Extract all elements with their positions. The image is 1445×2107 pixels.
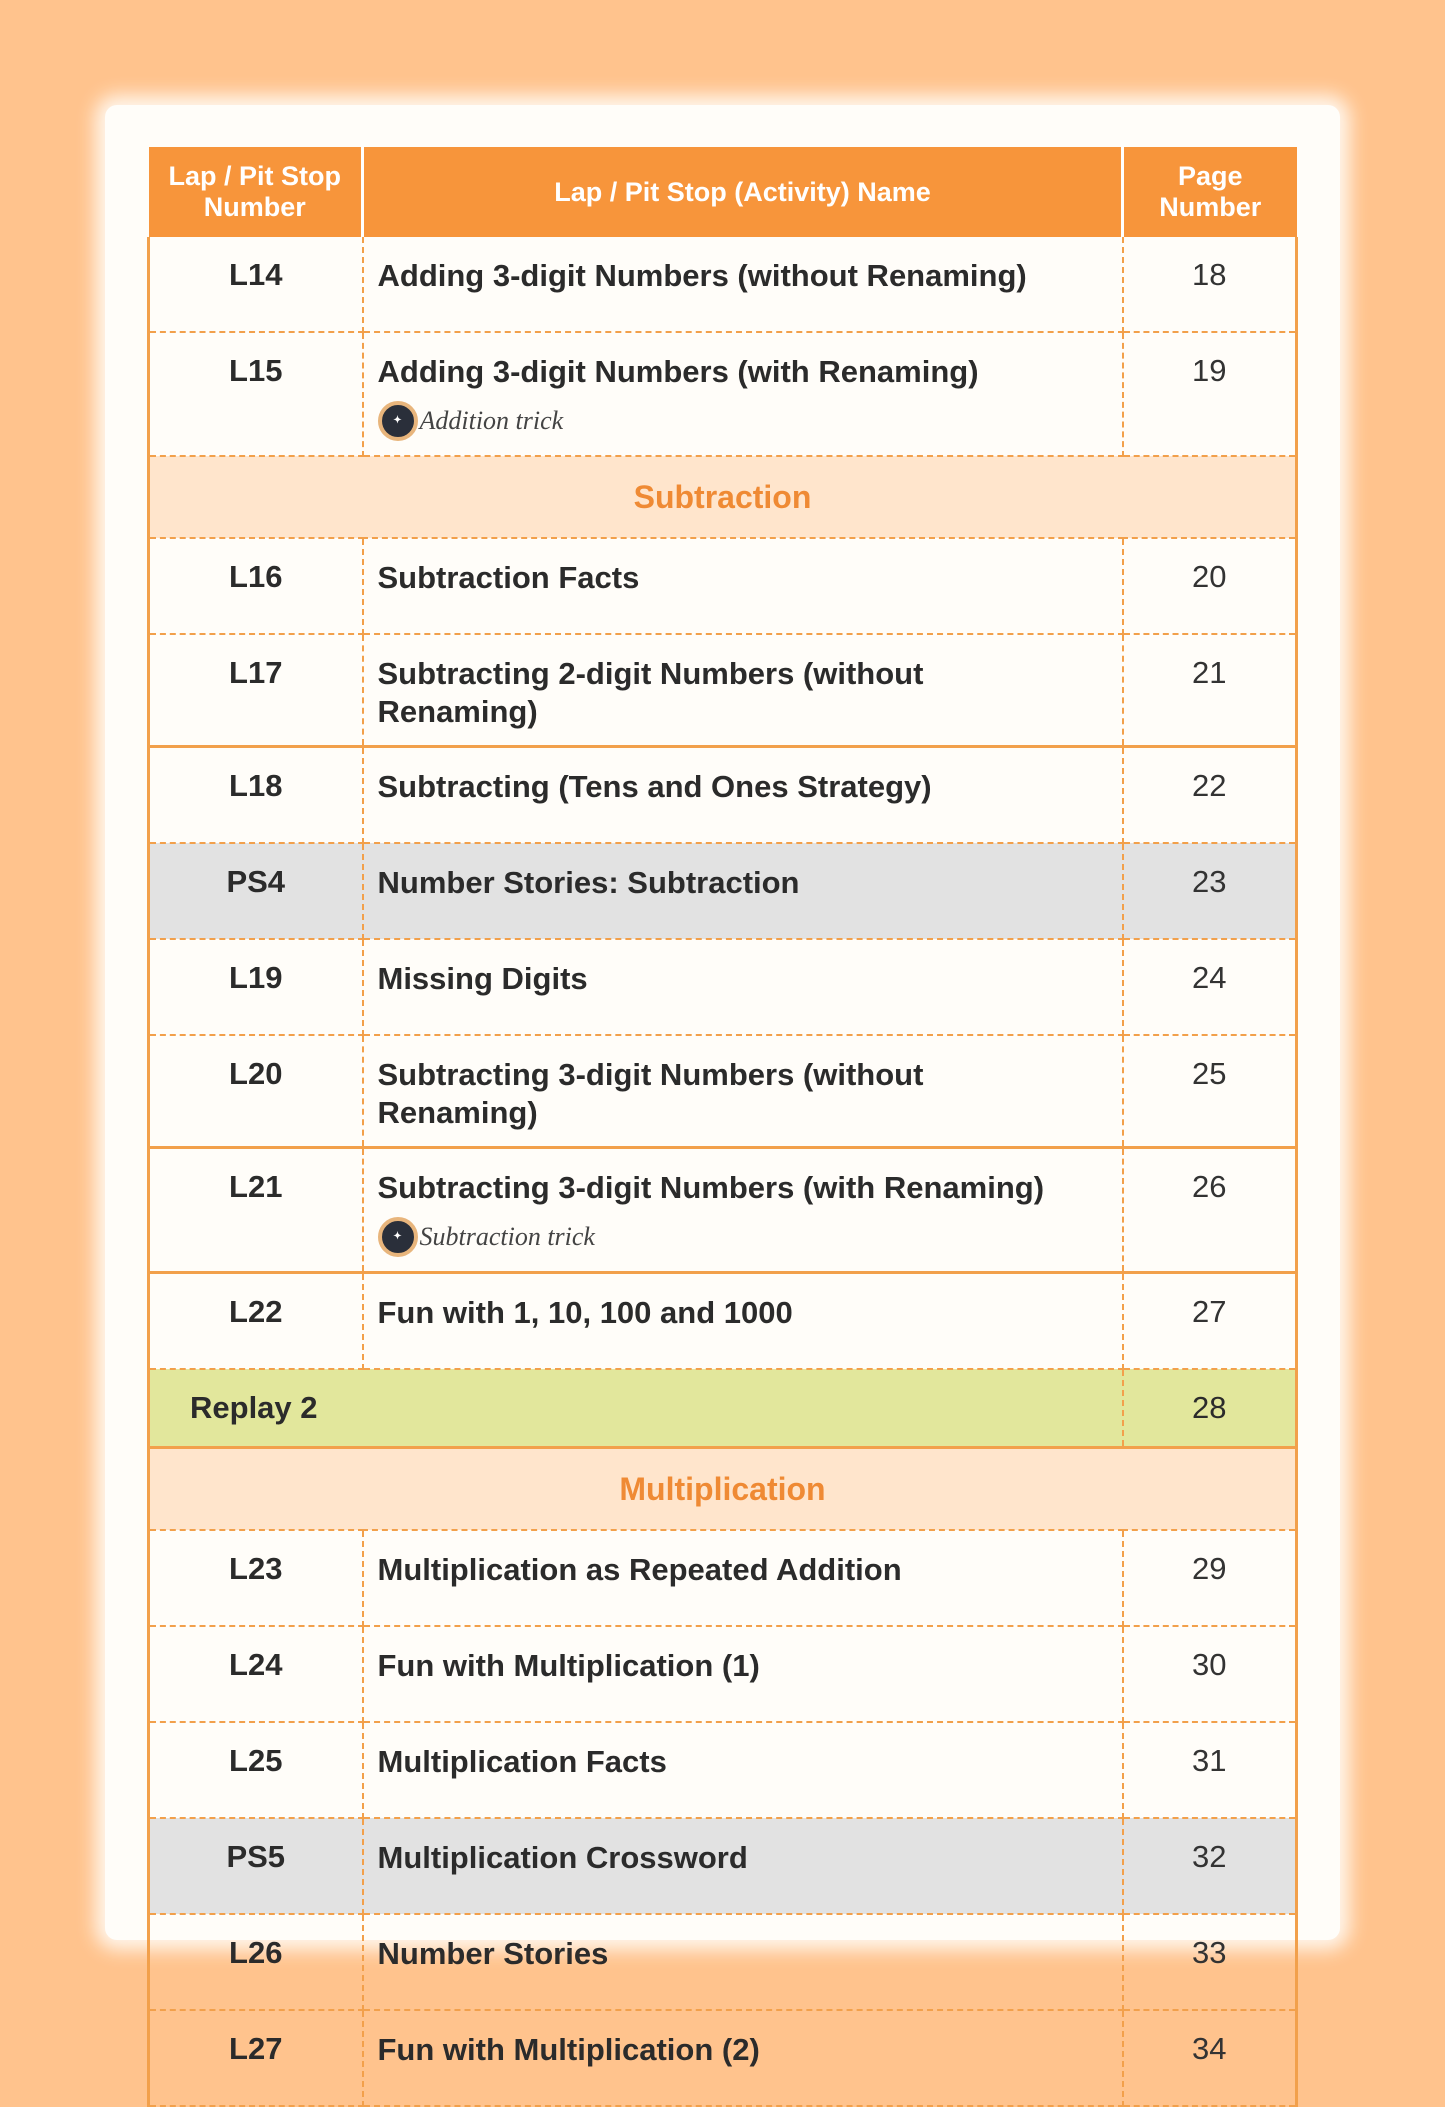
table-row xyxy=(149,332,1297,456)
activity-name: Number Stories xyxy=(363,1914,1123,2010)
trick-note xyxy=(378,401,1122,441)
table-row xyxy=(149,939,1297,1035)
activity-name: Subtracting (Tens and Ones Strategy) xyxy=(363,747,1123,844)
trick-badge-icon: ✦ xyxy=(378,401,418,441)
table-row xyxy=(149,1035,1297,1148)
lap-number: PS5 xyxy=(149,1818,363,1914)
lap-number: PS4 xyxy=(149,843,363,939)
activity-name: Fun with Multiplication (1) xyxy=(363,1626,1123,1722)
table-row xyxy=(149,237,1297,332)
table-row xyxy=(149,2010,1297,2106)
page-number: 24 xyxy=(1123,939,1297,1035)
table-row xyxy=(149,1626,1297,1722)
page-number: 21 xyxy=(1123,634,1297,747)
page-number: 26 xyxy=(1123,1148,1297,1273)
trick-note xyxy=(378,1217,1122,1257)
page-number: 30 xyxy=(1123,1626,1297,1722)
lap-number: L25 xyxy=(149,1722,363,1818)
header-lap-number: Lap / Pit Stop Number xyxy=(149,147,363,237)
page-number: 22 xyxy=(1123,747,1297,844)
section-heading-multiplication xyxy=(149,1448,1297,1531)
page-number: 25 xyxy=(1123,1035,1297,1148)
lap-number: L24 xyxy=(149,1626,363,1722)
activity-cell xyxy=(363,1148,1123,1273)
lap-number: L23 xyxy=(149,1530,363,1626)
replay-label: Replay 2 xyxy=(149,1369,1123,1448)
table-of-contents xyxy=(147,147,1298,2107)
activity-name: Adding 3-digit Numbers (without Renaming) xyxy=(363,237,1123,332)
table-row xyxy=(149,1914,1297,2010)
header-page-number: Page Number xyxy=(1123,147,1297,237)
page-number: 28 xyxy=(1123,1369,1297,1448)
page-number: 18 xyxy=(1123,237,1297,332)
page-number: 31 xyxy=(1123,1722,1297,1818)
page-number: 19 xyxy=(1123,332,1297,456)
table-row xyxy=(149,1722,1297,1818)
activity-name: Subtraction Facts xyxy=(363,538,1123,634)
page-number: 29 xyxy=(1123,1530,1297,1626)
activity-name: Multiplication Facts xyxy=(363,1722,1123,1818)
activity-name: Missing Digits xyxy=(363,939,1123,1035)
page-number: 27 xyxy=(1123,1273,1297,1370)
lap-number: L22 xyxy=(149,1273,363,1370)
activity-name: Subtracting 3-digit Numbers (with Renaming) xyxy=(377,1170,1045,1205)
table-row xyxy=(149,634,1297,747)
table-row xyxy=(149,1530,1297,1626)
lap-number: L17 xyxy=(149,634,363,747)
page-number: 32 xyxy=(1123,1818,1297,1914)
lap-number: L26 xyxy=(149,1914,363,2010)
table-header xyxy=(149,147,1297,237)
header-activity-name: Lap / Pit Stop (Activity) Name xyxy=(363,147,1123,237)
trick-label: Subtraction trick xyxy=(419,1222,595,1251)
lap-number: L18 xyxy=(149,747,363,844)
lap-number: L20 xyxy=(149,1035,363,1148)
page-number: 23 xyxy=(1123,843,1297,939)
activity-cell xyxy=(363,332,1123,456)
table-row xyxy=(149,1148,1297,1273)
table-row xyxy=(149,538,1297,634)
trick-badge-icon: ✦ xyxy=(378,1217,418,1257)
table-row xyxy=(149,1273,1297,1370)
activity-name: Multiplication as Repeated Addition xyxy=(363,1530,1123,1626)
section-title: Multiplication xyxy=(149,1448,1297,1531)
activity-name: Fun with Multiplication (2) xyxy=(363,2010,1123,2106)
replay-row xyxy=(149,1369,1297,1448)
page-number: 34 xyxy=(1123,2010,1297,2106)
activity-name: Adding 3-digit Numbers (with Renaming) xyxy=(377,354,979,389)
activity-name: Subtracting 2-digit Numbers (without Renaming) xyxy=(363,634,1123,747)
trick-label: Addition trick xyxy=(419,406,564,435)
activity-name: Multiplication Crossword xyxy=(363,1818,1123,1914)
activity-name: Subtracting 3-digit Numbers (without Renaming) xyxy=(363,1035,1123,1148)
activity-name: Fun with 1, 10, 100 and 1000 xyxy=(363,1273,1123,1370)
lap-number: L27 xyxy=(149,2010,363,2106)
section-title: Subtraction xyxy=(149,456,1297,538)
activity-name: Number Stories: Subtraction xyxy=(363,843,1123,939)
lap-number: L16 xyxy=(149,538,363,634)
page-number: 33 xyxy=(1123,1914,1297,2010)
lap-number: L15 xyxy=(149,332,363,456)
table-row xyxy=(149,747,1297,844)
pit-stop-row xyxy=(149,1818,1297,1914)
lap-number: L21 xyxy=(149,1148,363,1273)
pit-stop-row xyxy=(149,843,1297,939)
section-heading-subtraction xyxy=(149,456,1297,538)
lap-number: L19 xyxy=(149,939,363,1035)
page-number: 20 xyxy=(1123,538,1297,634)
lap-number: L14 xyxy=(149,237,363,332)
